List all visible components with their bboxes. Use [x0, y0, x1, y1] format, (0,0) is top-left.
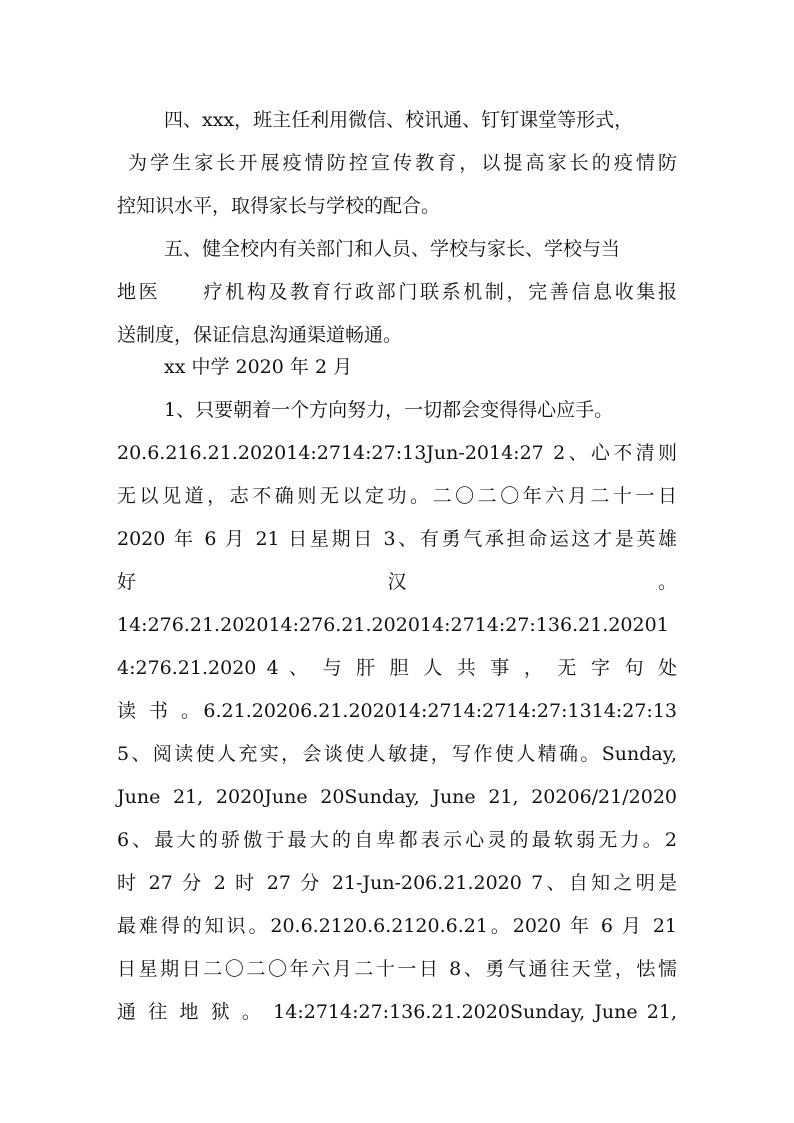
text-line-16: 5、阅读使人充实，会谈使人敏捷，写作使人精确。Sunday,: [117, 743, 677, 765]
text-line-19: 时 27 分 2 时 27 分 21-Jun-206.21.2020 7、自知之明是: [117, 872, 677, 894]
text-line-8: 1、只要朝着一个方向努力，一切都会变得得心应手。: [164, 399, 614, 421]
text-line-13: 14:276.21.202014:276.21.202014:2714:27:136.21.20201: [117, 614, 669, 636]
text-line-2: 为学生家长开展疫情防控宣传教育，以提高家长的疫情防: [128, 152, 677, 174]
text-line-12: 好 汉 。: [117, 571, 677, 593]
text-line-4: 五、健全校内有关部门和人员、学校与家长、学校与当: [164, 238, 621, 260]
text-line-5: 地医 疗机构及教育行政部门联系机制，完善信息收集报: [117, 281, 677, 303]
text-line-3: 控知识水平，取得家长与学校的配合。: [117, 195, 441, 217]
text-line-10: 无以见道，志不确则无以定功。二〇二〇年六月二十一日: [117, 485, 677, 507]
text-line-17: June 21, 2020June 20Sunday, June 21, 20206/21/2020: [117, 786, 677, 808]
text-line-6: 送制度，保证信息沟通渠道畅通。: [117, 324, 403, 346]
text-line-1: 四、xxx，班主任利用微信、校讯通、钉钉课堂等形式，: [164, 109, 634, 131]
text-line-15: 读 书 。6.21.20206.21.202014:2714:2714:27:1314:27:13: [117, 700, 677, 722]
text-line-22: 通 往 地 狱 。 14:2714:27:136.21.2020Sunday, June 21,: [117, 1001, 677, 1023]
text-line-11: 2020 年 6 月 21 日星期日 3、有勇气承担命运这才是英雄: [117, 528, 677, 550]
text-line-9: 20.6.216.21.202014:2714:27:13Jun-2014:27 2、心不清则: [117, 442, 677, 464]
text-line-20: 最难得的知识。20.6.2120.6.2120.6.21。2020 年 6 月 21: [117, 915, 677, 937]
text-line-21: 日星期日二〇二〇年六月二十一日 8、勇气通往天堂，怯懦: [117, 958, 677, 980]
text-line-14: 4:276.21.2020 4 、 与 肝 胆 人 共 事 ， 无 字 句 处: [117, 657, 677, 679]
text-line-18: 6、最大的骄傲于最大的自卑都表示心灵的最软弱无力。2: [117, 829, 677, 851]
text-line-7: xx 中学 2020 年 2 月: [164, 356, 353, 378]
